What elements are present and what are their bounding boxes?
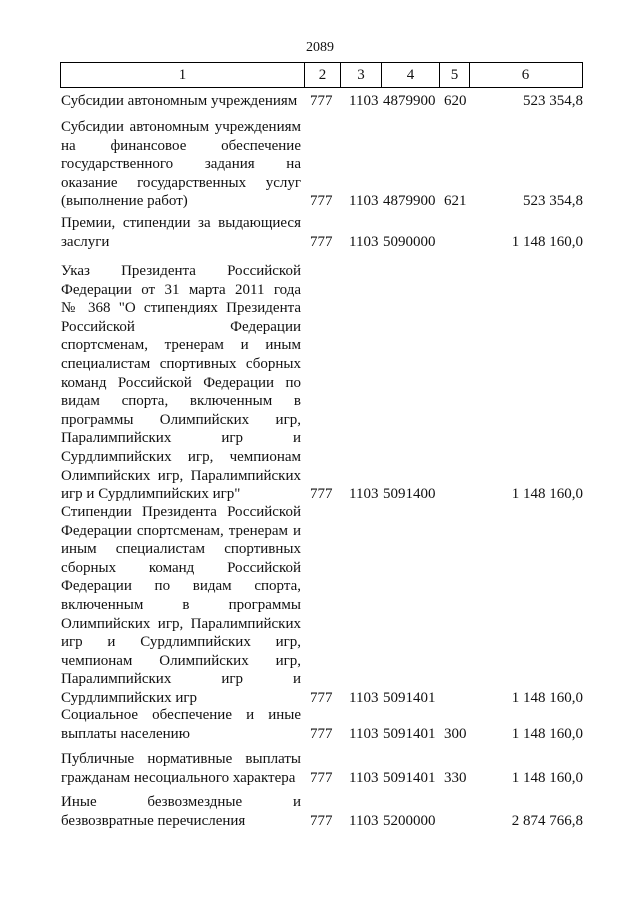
row-col-6: 1 148 160,0 bbox=[511, 690, 583, 706]
row-name-line: Федерации от 31 марта 2011 года bbox=[61, 281, 301, 298]
row-name-line: спортсменам, тренерам и иным bbox=[61, 337, 301, 354]
row-col-3: 1103 bbox=[349, 233, 379, 250]
row-col-2: 777 bbox=[310, 725, 333, 742]
row-name-line: Публичные нормативные выплаты bbox=[61, 751, 301, 767]
row-col-3: 1103 bbox=[349, 93, 379, 109]
header-col-4: 4 bbox=[382, 63, 440, 87]
row-name-line: включенным в программы bbox=[61, 596, 301, 613]
row-name-line: видам спорта, включенным в bbox=[61, 393, 301, 410]
row-col-5: 620 bbox=[444, 93, 467, 109]
row-col-4: 4879900 bbox=[383, 93, 436, 109]
row-name-line: оказание государственных услуг bbox=[61, 174, 301, 191]
row-name-line: Указ Президента Российской bbox=[61, 263, 301, 279]
row-col-6: 1 148 160,0 bbox=[511, 486, 583, 503]
row-col-4: 4879900 bbox=[383, 193, 436, 210]
row-col-4: 5091401 bbox=[383, 769, 436, 786]
row-col-3: 1103 bbox=[349, 725, 379, 742]
row-col-5: 300 bbox=[444, 725, 467, 742]
row-col-6: 2 874 766,8 bbox=[511, 812, 583, 829]
row-col-4: 5090000 bbox=[383, 233, 436, 250]
row-name-line: № 368 "О стипендиях Президента bbox=[61, 300, 301, 317]
row-name-line: Стипендии Президента Российской bbox=[61, 504, 301, 520]
row-name-line: Паралимпийских игр и bbox=[61, 671, 301, 688]
header-col-5: 5 bbox=[440, 63, 470, 87]
row-col-2: 777 bbox=[310, 93, 333, 109]
row-name-line: Субсидии автономным учреждениям bbox=[61, 93, 298, 109]
row-name bbox=[61, 118, 301, 211]
page-number: 2089 bbox=[306, 40, 334, 55]
row-col-5: 330 bbox=[444, 769, 467, 786]
row-name-line: Федерации по видам спорта, bbox=[61, 578, 301, 595]
row-name-line: Российской Федерации bbox=[61, 318, 301, 335]
row-col-6: 1 148 160,0 bbox=[511, 725, 583, 742]
row-name-line: специалистам спортивных сборных bbox=[61, 355, 301, 372]
row-name-line: Олимпийских игр, Паралимпийских bbox=[61, 615, 301, 632]
header-col-1: 1 bbox=[61, 63, 305, 87]
row-name-line: программы Олимпийских игр, bbox=[61, 411, 301, 428]
row-name-line: Паралимпийских игр и bbox=[61, 430, 301, 447]
row-col-4: 5091400 bbox=[383, 486, 436, 503]
row-name bbox=[61, 214, 301, 251]
row-col-2: 777 bbox=[310, 233, 333, 250]
row-name-line: (выполнение работ) bbox=[61, 193, 188, 210]
row-col-5: 621 bbox=[444, 193, 467, 210]
row-col-2: 777 bbox=[310, 769, 333, 786]
row-name bbox=[61, 750, 301, 787]
row-col-2: 777 bbox=[310, 812, 333, 829]
row-name-line: игр и Сурдлимпийских игр" bbox=[61, 486, 241, 503]
row-name-line: Премии, стипендии за выдающиеся bbox=[61, 215, 301, 231]
row-name-line: Социальное обеспечение и иные bbox=[61, 707, 301, 723]
header-col-3: 3 bbox=[341, 63, 382, 87]
row-name-line: гражданам несоциального характера bbox=[61, 769, 296, 786]
row-name-line: Сурдлимпийских игр bbox=[61, 689, 198, 706]
row-name-line: безвозвратные перечисления bbox=[61, 812, 246, 829]
row-col-6: 1 148 160,0 bbox=[511, 769, 583, 786]
row-col-3: 1103 bbox=[349, 193, 379, 210]
header-col-6: 6 bbox=[521, 66, 530, 83]
row-name-line: Федерации спортсменам, тренерам и bbox=[61, 522, 301, 539]
row-col-2: 777 bbox=[310, 690, 333, 706]
row-name-line: чемпионам Олимпийских игр, bbox=[61, 652, 301, 669]
row-col-6: 523 354,8 bbox=[523, 193, 583, 210]
row-col-3: 1103 bbox=[349, 812, 379, 829]
header-col-2: 2 bbox=[305, 63, 341, 87]
row-col-2: 777 bbox=[310, 193, 333, 210]
row-col-3: 1103 bbox=[349, 769, 379, 786]
row-name bbox=[61, 706, 301, 743]
row-col-3: 1103 bbox=[349, 486, 379, 503]
row-name-line: Субсидии автономным учреждениям bbox=[61, 119, 301, 135]
row-name-line: государственного задания на bbox=[61, 156, 301, 173]
row-name-line: Олимпийских игр, Паралимпийских bbox=[61, 467, 301, 484]
row-name-line: игр и Сурдлимпийских игр, bbox=[61, 634, 301, 651]
row-col-4: 5091401 bbox=[383, 690, 436, 706]
row-name bbox=[61, 503, 301, 708]
row-col-2: 777 bbox=[310, 486, 333, 503]
row-name-line: команд Российской Федерации по bbox=[61, 374, 301, 391]
row-name-line: иным специалистам спортивных bbox=[61, 541, 301, 558]
row-name-line: выплаты населению bbox=[61, 725, 190, 742]
row-col-4: 5091401 bbox=[383, 725, 436, 742]
row-col-6: 523 354,8 bbox=[523, 93, 583, 109]
row-col-3: 1103 bbox=[349, 690, 379, 706]
row-name bbox=[61, 793, 301, 830]
row-name-line: Сурдлимпийских игр, чемпионам bbox=[61, 448, 301, 465]
row-name-line: Иные безвозмездные и bbox=[61, 794, 301, 810]
row-name bbox=[61, 92, 301, 111]
row-col-4: 5200000 bbox=[383, 812, 436, 829]
row-name-line: заслуги bbox=[61, 233, 110, 250]
table-header bbox=[60, 62, 583, 88]
row-col-6: 1 148 160,0 bbox=[511, 233, 583, 250]
row-name-line: сборных команд Российской bbox=[61, 559, 301, 576]
row-name bbox=[61, 262, 301, 504]
row-name-line: на финансовое обеспечение bbox=[61, 137, 301, 154]
